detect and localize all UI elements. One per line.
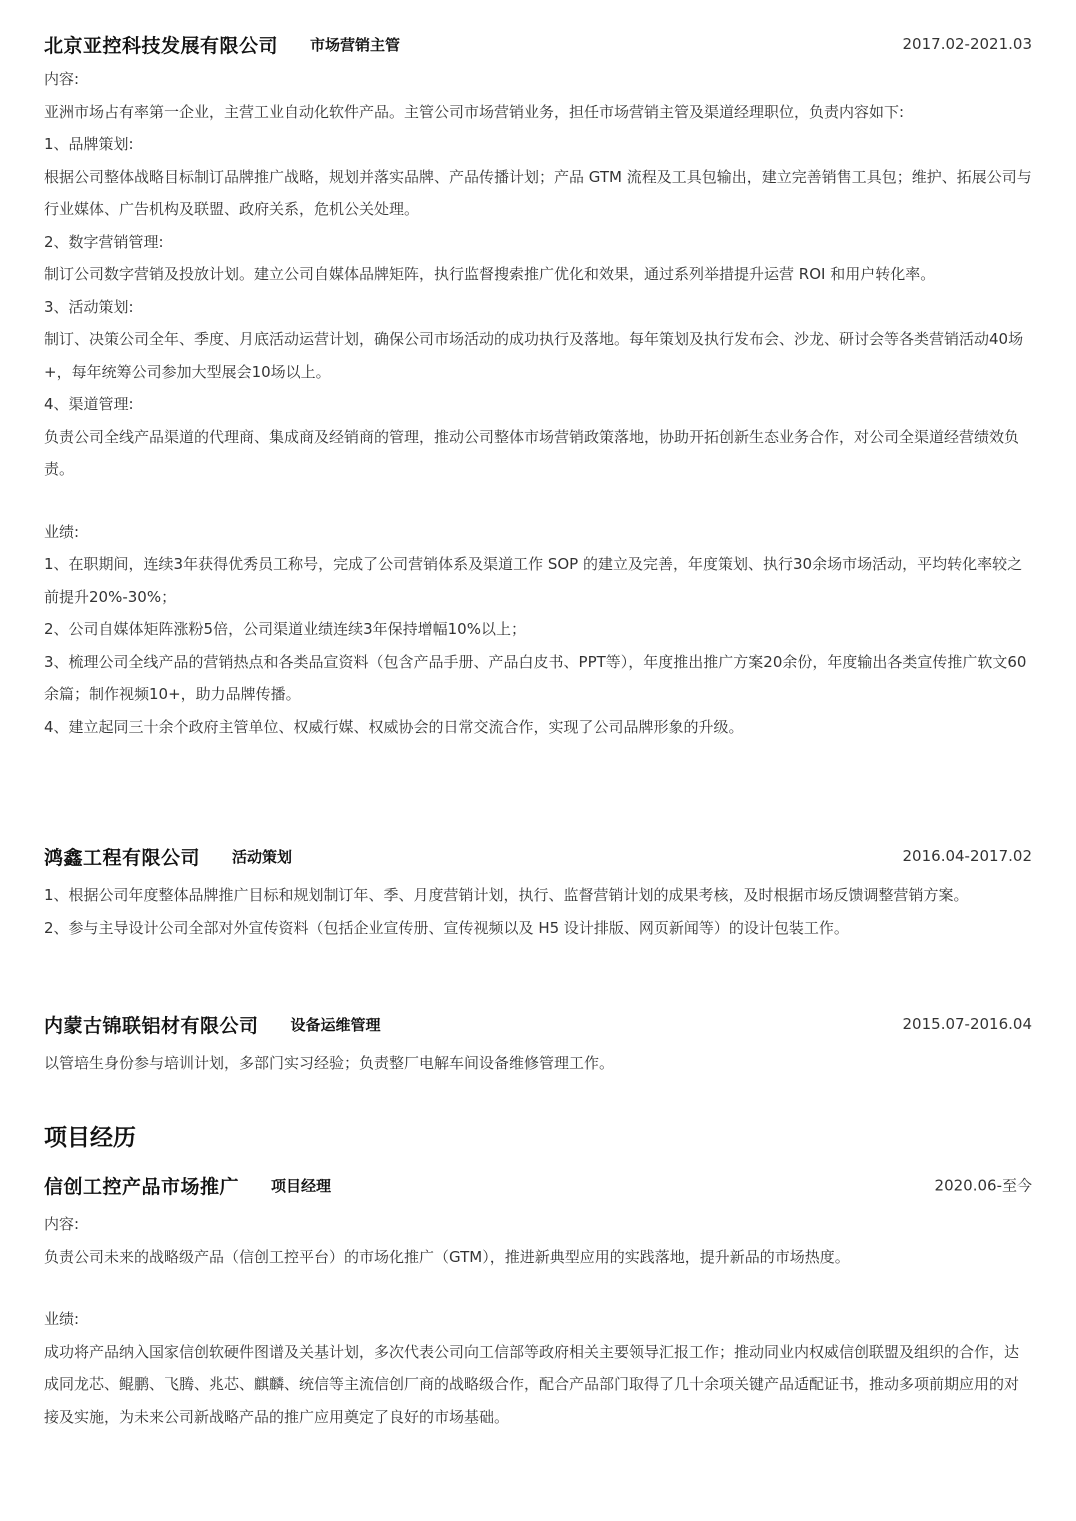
company-name: 内蒙古锦联铝材有限公司 — [44, 1014, 259, 1037]
company-name: 北京亚控科技发展有限公司 — [44, 34, 279, 57]
content-paragraph: 以管培生身份参与培训计划，多部门实习经验；负责整厂电解车间设备维修管理工作。 — [44, 1054, 615, 1072]
content-paragraph: 负责公司未来的战略级产品（信创工控平台）的市场化推广（GTM），推进新典型应用的实践落地，提升新品的市场热度。 — [44, 1247, 850, 1266]
work-entry-header — [44, 839, 1032, 873]
spacer — [44, 1273, 1032, 1303]
achievement-item: 1、在职期间，连续3年获得优秀员工称号，完成了公司营销体系及渠道工作 SOP 的建立及完善，年度策划、执行30余场市场活动，平均转化率较之前提升20%-30%； — [44, 555, 1023, 606]
project-name: 信创工控产品市场推广 — [44, 1175, 240, 1198]
project-entry-header — [44, 1168, 1032, 1202]
achievement-item: 2、公司自媒体矩阵涨粉5倍，公司渠道业绩连续3年保持增幅10%以上； — [44, 620, 526, 638]
content-paragraph: 2、参与主导设计公司全部对外宣传资料（包括企业宣传册、宣传视频以及 H5 设计排版、网页新闻等）的设计包装工作。 — [44, 918, 849, 937]
work-entry — [44, 839, 1032, 944]
project-role: 项目经理 — [271, 1176, 332, 1195]
work-entry-header — [44, 1007, 1032, 1041]
project-date-range: 2020.06-至今 — [934, 1176, 1032, 1195]
work-entry-header — [44, 27, 1032, 61]
job-date-range: 2017.02-2021.03 — [902, 35, 1032, 53]
job-title: 市场营销主管 — [310, 35, 401, 54]
job-title: 活动策划 — [232, 847, 293, 866]
content-paragraph: 负责公司全线产品渠道的代理商、集成商及经销商的管理，推动公司整体市场营销政策落地，协助开拓创新生态业务合作，对公司全渠道经营绩效负责。 — [44, 427, 1020, 478]
job-date-range: 2015.07-2016.04 — [902, 1015, 1032, 1033]
section-title: 项目经历 — [44, 1125, 136, 1151]
project-entry — [44, 1168, 1032, 1433]
achievement-item: 3、梳理公司全线产品的营销热点和各类品宣资料（包含产品手册、产品白皮书、PPT等），年度推出推广方案20余份，年度输出各类宣传推广软文60余篇；制作视频10+，助力品牌传播。 — [44, 652, 1027, 703]
spacer — [44, 486, 1032, 516]
content-paragraph: 1、根据公司年度整体品牌推广目标和规划制订年、季、月度营销计划，执行、监督营销计划的成果考核，及时根据市场反馈调整营销方案。 — [44, 886, 969, 904]
content-label: 内容: — [44, 1215, 80, 1233]
content-paragraph: 4、渠道管理: — [44, 395, 134, 413]
work-entry — [44, 27, 1032, 743]
content-paragraph: 1、品牌策划: — [44, 135, 134, 153]
content-paragraph: 制订、决策公司全年、季度、月底活动运营计划，确保公司市场活动的成功执行及落地。每年策划及执行发布会、沙龙、研讨会等各类营销活动40场+，每年统筹公司参加大型展会10场以上。 — [44, 330, 1024, 381]
content-paragraph: 根据公司整体战略目标制订品牌推广战略，规划并落实品牌、产品传播计划；产品 GTM 流程及工具包输出，建立完善销售工具包；维护、拓展公司与行业媒体、广告机构及联盟、政府关系，危机公关处理。 — [44, 167, 1032, 218]
work-entry — [44, 1007, 1032, 1080]
content-paragraph: 制订公司数字营销及投放计划。建立公司自媒体品牌矩阵，执行监督搜索推广优化和效果，通过系列举措提升运营 ROI 和用户转化率。 — [44, 265, 936, 283]
content-paragraph: 亚洲市场占有率第一企业，主营工业自动化软件产品。主管公司市场营销业务，担任市场营销主管及渠道经理职位，负责内容如下: — [44, 102, 905, 121]
job-date-range: 2016.04-2017.02 — [902, 847, 1032, 865]
content-label: 内容: — [44, 70, 80, 88]
job-title: 设备运维管理 — [290, 1015, 381, 1034]
achievement-item: 4、建立起同三十余个政府主管单位、权威行媒、权威协会的日常交流合作，实现了公司品牌形象的升级。 — [44, 717, 744, 736]
achievement-item: 成功将产品纳入国家信创软硬件图谱及关基计划，多次代表公司向工信部等政府相关主要领导汇报工作；推动同业内权威信创联盟及组织的合作，达成同龙芯、鲲鹏、飞腾、兆芯、麒麟、统信等主流信创厂商的战略级合作，配合产品部门取得了几十余项关键产品适配证书，推动多项前期应用的对接及实施，为未来公司新战略产品的推广应用奠定了良好的市场基础。 — [44, 1342, 1020, 1426]
achievements-label: 业绩: — [44, 522, 80, 541]
achievements-label: 业绩: — [44, 1310, 80, 1328]
content-paragraph: 3、活动策划: — [44, 297, 134, 316]
content-paragraph: 2、数字营销管理: — [44, 232, 164, 251]
company-name: 鸿鑫工程有限公司 — [44, 846, 201, 869]
